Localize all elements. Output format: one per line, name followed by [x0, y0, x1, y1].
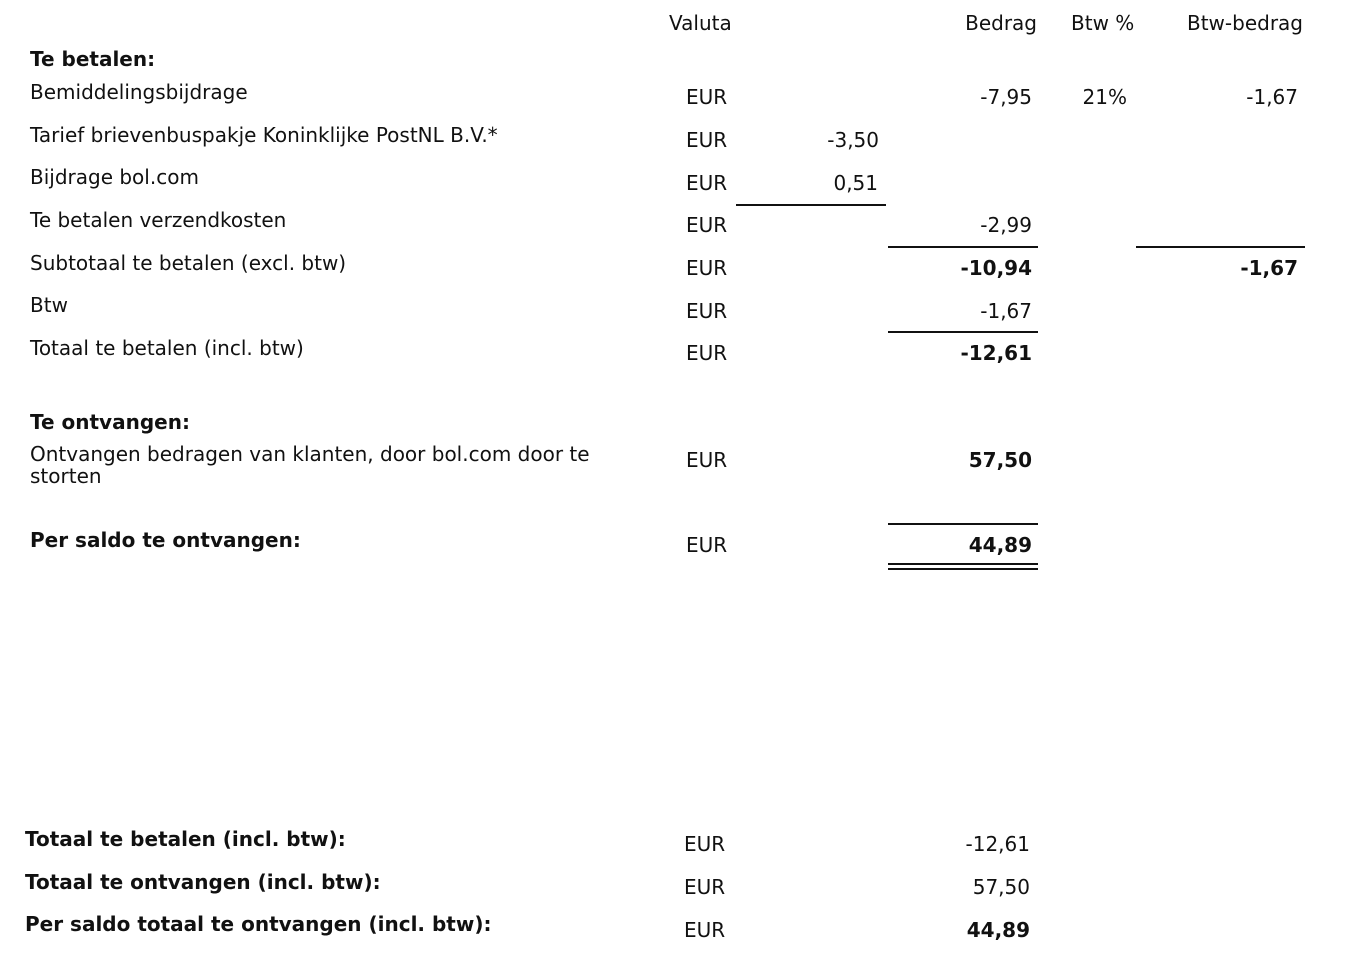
summary-label-total-to-receive: Totaal te ontvangen (incl. btw): — [25, 870, 381, 894]
balance-double-rule — [888, 568, 1038, 570]
row-label-shipping-costs: Te betalen verzendkosten — [30, 208, 287, 232]
balance-label: Per saldo te ontvangen: — [30, 528, 301, 552]
row-amount: -2,99 — [980, 213, 1032, 237]
row-sub-amount: -3,50 — [827, 128, 879, 152]
row-currency: EUR — [686, 256, 728, 280]
balance-double-rule — [888, 563, 1038, 565]
row-amount: -12,61 — [960, 341, 1032, 365]
header-vat-percent: Btw % — [1071, 11, 1135, 35]
row-currency: EUR — [686, 171, 728, 195]
row-label-total-to-pay: Totaal te betalen (incl. btw) — [30, 336, 304, 360]
summary-amount: 57,50 — [972, 875, 1030, 899]
row-amount: -1,67 — [980, 299, 1032, 323]
row-currency: EUR — [686, 533, 728, 557]
balance-amount: 44,89 — [968, 533, 1032, 557]
summary-currency: EUR — [684, 832, 726, 856]
summary-currency: EUR — [684, 875, 726, 899]
header-vat-amount: Btw-bedrag — [1186, 11, 1303, 35]
summary-label-total-to-pay: Totaal te betalen (incl. btw): — [25, 827, 346, 851]
summary-amount: 44,89 — [966, 918, 1030, 942]
row-currency: EUR — [686, 341, 728, 365]
received-label-line2: storten — [30, 464, 102, 488]
summary-amount: -12,61 — [965, 832, 1030, 856]
row-currency: EUR — [686, 85, 728, 109]
subtotal-rule — [736, 204, 886, 206]
row-label-subtotal: Subtotaal te betalen (excl. btw) — [30, 251, 347, 275]
received-label-line1: Ontvangen bedragen van klanten, door bol.com door te — [30, 442, 590, 466]
total-rule — [888, 331, 1038, 333]
row-amount: -7,95 — [980, 85, 1032, 109]
row-amount: 57,50 — [968, 448, 1032, 472]
row-label-vat: Btw — [30, 293, 68, 317]
row-currency: EUR — [686, 128, 728, 152]
row-label-mediation-fee: Bemiddelingsbijdrage — [30, 80, 248, 104]
subtotal-rule — [888, 246, 1038, 248]
subtotal-rule — [1136, 246, 1305, 248]
row-label-bol-contribution: Bijdrage bol.com — [30, 165, 199, 189]
row-vat-amount: -1,67 — [1246, 85, 1298, 109]
row-sub-amount: 0,51 — [833, 171, 878, 195]
section-heading-to-pay: Te betalen: — [30, 47, 156, 71]
row-label-postnl-rate: Tarief brievenbuspakje Koninklijke PostNL B.V.* — [30, 123, 498, 147]
header-currency: Valuta — [669, 11, 732, 35]
row-vat-percent: 21% — [1082, 85, 1127, 109]
summary-label-balance: Per saldo totaal te ontvangen (incl. btw): — [25, 912, 492, 936]
section-heading-to-receive: Te ontvangen: — [30, 410, 190, 434]
summary-currency: EUR — [684, 918, 726, 942]
row-amount: -10,94 — [960, 256, 1032, 280]
row-currency: EUR — [686, 448, 728, 472]
header-amount: Bedrag — [965, 11, 1037, 35]
row-currency: EUR — [686, 299, 728, 323]
balance-rule-top — [888, 523, 1038, 525]
row-currency: EUR — [686, 213, 728, 237]
row-vat-amount: -1,67 — [1240, 256, 1298, 280]
